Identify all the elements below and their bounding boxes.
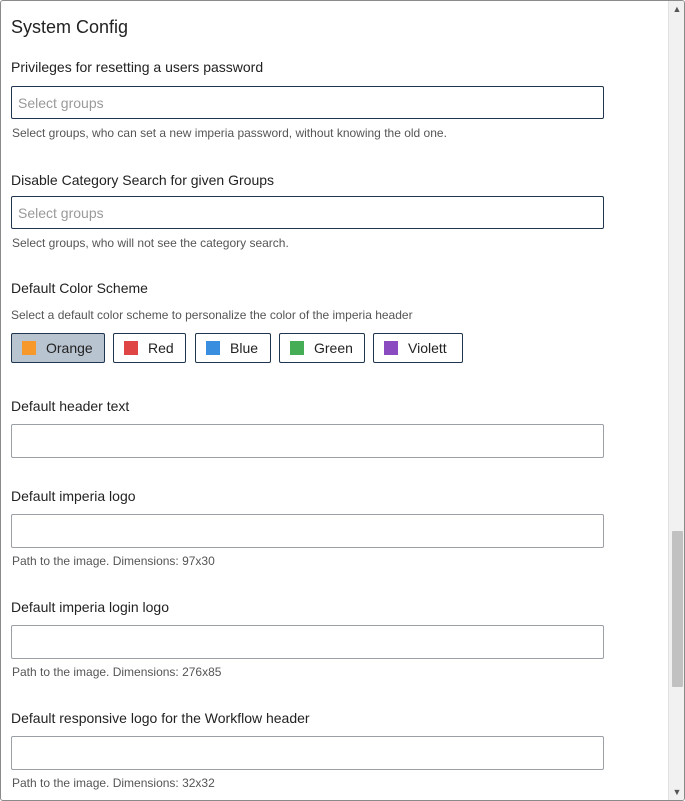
privileges-help: Select groups, who can set a new imperia password, without knowing the old one.: [12, 126, 447, 140]
color-option-label: Blue: [230, 340, 259, 356]
responsive-logo-path-input[interactable]: [11, 736, 604, 770]
color-option-label: Red: [148, 340, 174, 356]
color-scheme-label: Default Color Scheme: [11, 280, 148, 296]
color-option-violett[interactable]: [373, 333, 463, 363]
privileges-groups-select[interactable]: [11, 86, 604, 119]
color-option-label: Violett: [408, 340, 447, 356]
color-option-orange[interactable]: [11, 333, 105, 363]
login-logo-label: Default imperia login logo: [11, 599, 169, 615]
green-swatch-icon: [290, 341, 304, 355]
responsive-logo-help: Path to the image. Dimensions: 32x32: [12, 776, 215, 790]
header-text-input[interactable]: [11, 424, 604, 458]
scroll-down-icon[interactable]: ▼: [672, 787, 682, 797]
blue-swatch-icon: [206, 341, 220, 355]
category-search-groups-select[interactable]: [11, 196, 604, 229]
color-option-red[interactable]: [113, 333, 186, 363]
responsive-logo-label: Default responsive logo for the Workflow header: [11, 710, 310, 726]
color-scheme-help: Select a default color scheme to personalize the color of the imperia header: [11, 308, 413, 322]
login-logo-help: Path to the image. Dimensions: 276x85: [12, 665, 222, 679]
category-search-help: Select groups, who will not see the category search.: [12, 236, 289, 250]
color-option-green[interactable]: [279, 333, 365, 363]
logo-help: Path to the image. Dimensions: 97x30: [12, 554, 215, 568]
logo-path-input[interactable]: [11, 514, 604, 548]
login-logo-path-input[interactable]: [11, 625, 604, 659]
scrollbar-thumb[interactable]: [672, 531, 683, 687]
page-title: System Config: [11, 17, 129, 37]
vertical-scrollbar[interactable]: [668, 1, 684, 800]
logo-label: Default imperia logo: [11, 488, 136, 504]
config-form: [1, 1, 668, 800]
color-option-label: Green: [314, 340, 353, 356]
scroll-up-icon[interactable]: ▲: [672, 4, 682, 14]
color-option-label: Orange: [46, 340, 93, 356]
orange-swatch-icon: [22, 341, 36, 355]
privileges-label: Privileges for resetting a users password: [11, 59, 264, 75]
red-swatch-icon: [124, 341, 138, 355]
header-text-label: Default header text: [11, 398, 130, 414]
violett-swatch-icon: [384, 341, 398, 355]
category-search-label: Disable Category Search for given Groups: [11, 172, 275, 188]
color-option-blue[interactable]: [195, 333, 271, 363]
